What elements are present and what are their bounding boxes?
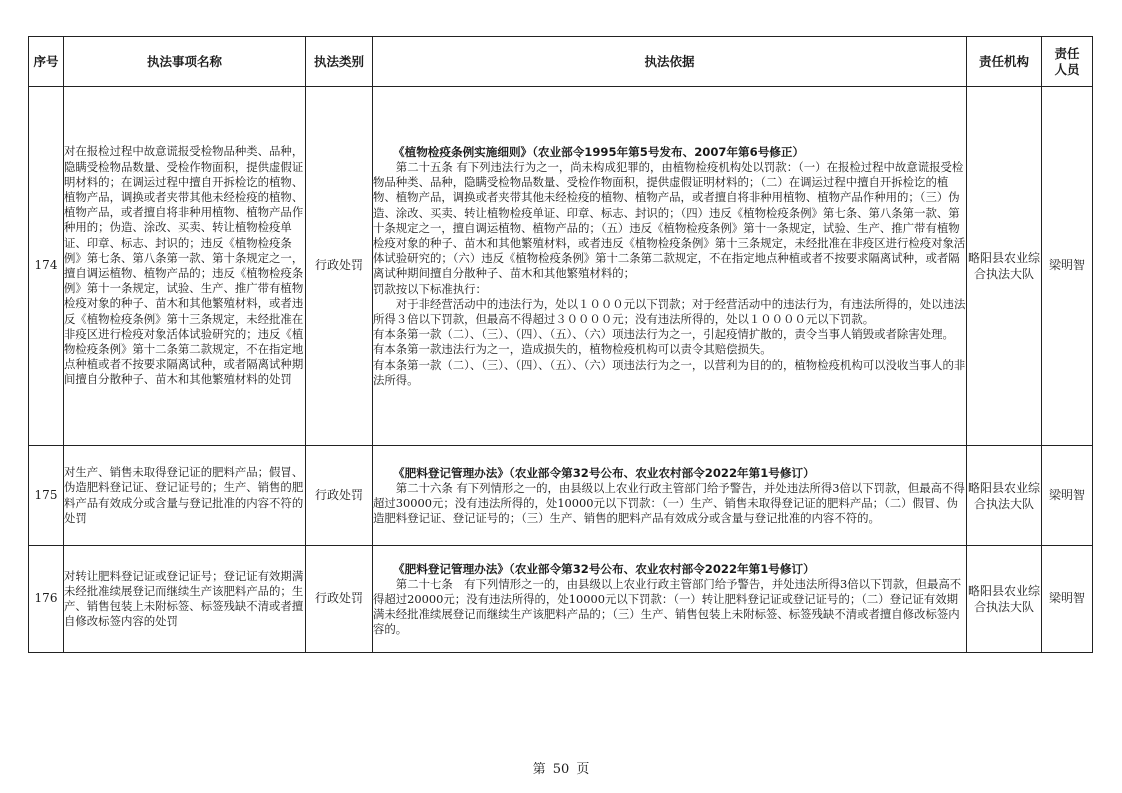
row-item-name: 对转让肥料登记证或登记证号；登记证有效期满未经批准续展登记而继续生产该肥料产品的；生产、销售包装上未附标签、标签残缺不清或者擅自修改标签内容的处罚 [64, 546, 306, 653]
row-category: 行政处罚 [306, 87, 373, 446]
table-row [29, 446, 1093, 546]
row-item-name: 对在报检过程中故意谎报受检物品种类、品种，隐瞒受检物品数量、受检作物面积，提供虚假证明材料的；在调运过程中擅自开拆检讫的植物、植物产品，调换或者夹带其他未经检疫的植物、植物产品，或者擅自将非种用植物、植物产品作种用的；伪造、涂改、买卖、转让植物检疫单证、印章、标志、封识的；违反《植物检疫条例》第七条、第八条第一款、第十条规定之一，擅自调运植物、植物产品的；违反《植物检疫条例》第十一条规定，试验、生产、推广带有植物检疫对象的种子、苗木和其他繁殖材料，或者违反《植物检疫条例》第十三条规定，未经批准在非疫区进行检疫对象活体试验研究的；违反《植物检疫条例》第十二条第二款规定，不在指定地点种植或者不按要求隔离试种，或者隔离试种期间擅自分散种子、苗木和其他繁殖材料的处罚 [64, 87, 306, 446]
row-category: 行政处罚 [306, 446, 373, 546]
law-title: 《植物检疫条例实施细则》（农业部令1995年第5号发布、2007年第6号修正） [393, 144, 805, 159]
row-item-name: 对生产、销售未取得登记证的肥料产品；假冒、伪造肥料登记证、登记证号的；生产、销售的肥料产品有效成分或含量与登记批准的内容不符的处罚 [64, 446, 306, 546]
row-index: 175 [29, 446, 64, 546]
header-item-name: 执法事项名称 [64, 37, 306, 87]
basis-paragraph: 对于非经营活动中的违法行为，处以１０００元以下罚款；对于经营活动中的违法行为，有违法所得的，处以违法所得３倍以下罚款，但最高不得超过３００００元；没有违法所得的，处以１００００元以下罚款。 [373, 296, 966, 326]
basis-paragraph: 有本条第一款违法行为之一，造成损失的，植物检疫机构可以责令其赔偿损失。 [373, 342, 772, 357]
header-responsible-person [1042, 37, 1093, 87]
table-row [29, 546, 1093, 653]
row-index: 174 [29, 87, 64, 446]
enforcement-items-table [28, 36, 1093, 653]
row-legal-basis [373, 546, 967, 653]
row-category: 行政处罚 [306, 546, 373, 653]
basis-paragraph: 有本条第一款（二）、（三）、（四）、（五）、（六）项违法行为之一，引起疫情扩散的，责令当事人销毁或者除害处理。 [373, 327, 954, 342]
basis-paragraph: 罚款按以下标准执行： [373, 281, 487, 296]
header-index: 序号 [29, 37, 64, 87]
row-responsible-person: 梁明智 [1042, 87, 1093, 446]
row-responsible-person: 梁明智 [1042, 546, 1093, 653]
row-responsible-person: 梁明智 [1042, 446, 1093, 546]
header-responsible-person-line2: 人员 [1054, 61, 1080, 77]
header-responsible-org: 责任机构 [967, 37, 1042, 87]
header-category: 执法类别 [306, 37, 373, 87]
header-responsible-person-line1: 责任 [1054, 45, 1080, 61]
table-header-row [29, 37, 1093, 87]
page-number: 第 50 页 [532, 762, 590, 777]
basis-paragraph: 有本条第一款（二）、（三）、（四）、（五）、（六）项违法行为之一，以营利为目的的，植物检疫机构可以没收当事人的非法所得。 [373, 357, 966, 387]
law-title: 《肥料登记管理办法》（农业部令第32号公布、农业农村部令2022年第1号修订） [393, 465, 815, 480]
row-responsible-org: 略阳县农业综合执法大队 [967, 87, 1042, 446]
row-responsible-org: 略阳县农业综合执法大队 [967, 446, 1042, 546]
basis-paragraph: 第二十七条 有下列情形之一的，由县级以上农业行政主管部门给予警告，并处违法所得3倍以下罚款，但最高不得超过20000元；没有违法所得的，处10000元以下罚款：（一）转让肥料登记证或登记证号的；（二）登记证有效期满未经批准续展登记而继续生产该肥料产品的；（三）生产、销售包装上未附标签、标签残缺不清或者擅自修改标签内容的。 [373, 576, 962, 637]
row-legal-basis [373, 87, 967, 446]
basis-paragraph: 第二十五条 有下列违法行为之一，尚未构成犯罪的，由植物检疫机构处以罚款：（一）在报检过程中故意谎报受检物品种类、品种，隐瞒受检物品数量、受检作物面积，提供虚假证明材料的；（二）在调运过程中擅自开拆检讫的植物、植物产品，调换或者夹带其他未经检疫的植物、植物产品，或者擅自将非种用植物、植物产品作种用的；（三）伪造、涂改、买卖、转让植物检疫单证、印章、标志、封识的；（四）违反《植物检疫条例》第七条、第八条第一款、第十条规定之一，擅自调运植物、植物产品的；（五）违反《植物检疫条例》第十一条规定，试验、生产、推广带有植物检疫对象的种子、苗木和其他繁殖材料，或者违反《植物检疫条例》第十三条规定，未经批准在非疫区进行检疫对象活体试验研究的；（六）违反《植物检疫条例》第十二条第二款规定，不在指定地点种植或者不按要求隔离试种，或者隔离试种期间擅自分散种子、苗木和其他繁殖材料的； [373, 159, 966, 281]
row-index: 176 [29, 546, 64, 653]
row-responsible-org: 略阳县农业综合执法大队 [967, 546, 1042, 653]
header-legal-basis: 执法依据 [373, 37, 967, 87]
row-legal-basis [373, 446, 967, 546]
basis-paragraph: 第二十六条 有下列情形之一的，由县级以上农业行政主管部门给予警告，并处违法所得3倍以下罚款，但最高不得超过30000元；没有违法所得的，处10000元以下罚款：（一）生产、销售未取得登记证的肥料产品；（二）假冒、伪造肥料登记证、登记证号的；（三）生产、销售的肥料产品有效成分或含量与登记批准的内容不符的。 [373, 480, 965, 526]
table-row [29, 87, 1093, 446]
law-title: 《肥料登记管理办法》（农业部令第32号公布、农业农村部令2022年第1号修订） [393, 561, 815, 576]
